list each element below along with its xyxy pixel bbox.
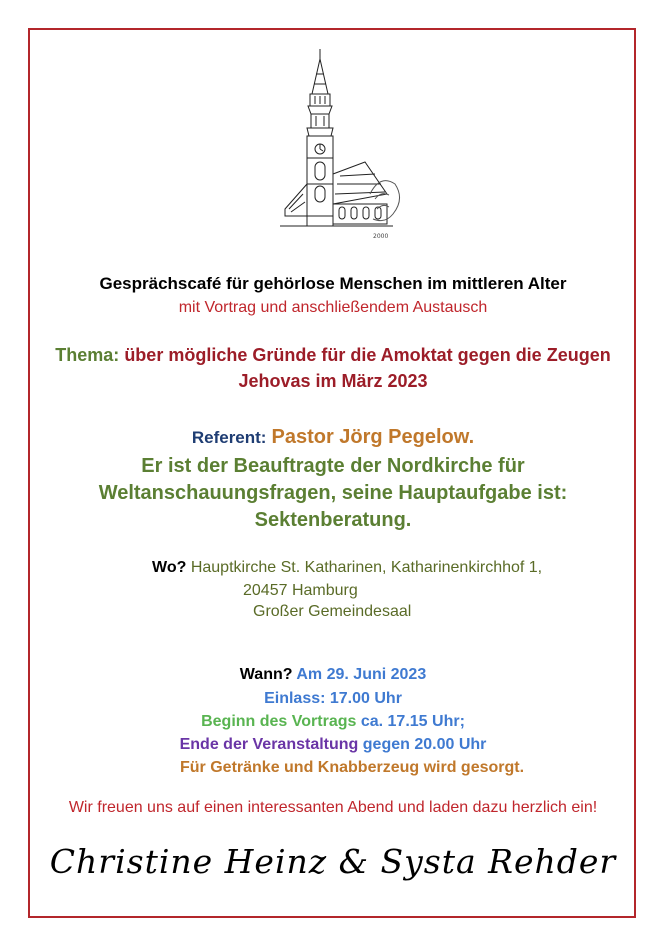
date-value: Am 29. Juni 2023 [296, 666, 427, 683]
referent-desc-1: Er ist der Beauftragte der Nordkirche für [141, 455, 525, 477]
closing-text: Wir freuen uns auf einen interessanten Abend und laden dazu herzlich ein! [68, 799, 598, 816]
thema-line-1 [0, 345, 666, 366]
location-line-1 [152, 559, 542, 577]
church-illustration [265, 44, 405, 244]
referent-name: Pastor Jörg Pegelow. [271, 426, 475, 448]
referent-label: Referent: [191, 428, 267, 447]
thema-text-1: über mögliche Gründe für die Amoktat gegen die Zeugen [124, 345, 611, 365]
date-line [0, 666, 666, 684]
date-label: Wann? [239, 666, 293, 683]
thema-text-2: Jehovas im März 2023 [238, 371, 428, 391]
beginn-time: ca. 17.15 Uhr; [360, 713, 465, 730]
location-city: 20457 Hamburg [243, 582, 358, 599]
beginn-label: Beginn des Vortrags [201, 713, 357, 730]
event-subtitle: mit Vortrag und anschließendem Austausch [178, 299, 488, 316]
referent-desc-2: Weltanschauungsfragen, seine Hauptaufgabe ist: [98, 482, 568, 504]
signature: Christine Heinz & Systa Rehder [49, 842, 617, 881]
location-address: Hauptkirche St. Katharinen, Katharinenkirchhof 1, [190, 559, 543, 576]
ende-line [0, 736, 666, 754]
referent-desc-3: Sektenberatung. [254, 509, 412, 531]
einlass-time: Einlass: 17.00 Uhr [264, 690, 402, 707]
ende-label: Ende der Veranstaltung [179, 736, 359, 753]
location-room: Großer Gemeindesaal [253, 603, 412, 620]
beginn-line [0, 713, 666, 731]
referent-line [0, 426, 666, 449]
location-label: Wo? [152, 559, 187, 576]
ende-time: gegen 20.00 Uhr [362, 736, 487, 753]
thema-label: Thema: [55, 345, 120, 365]
snacks-note: Für Getränke und Knabberzeug wird gesorgt. [180, 759, 525, 776]
svg-text:2000: 2000 [373, 233, 389, 240]
event-title: Gesprächscafé für gehörlose Menschen im mittleren Alter [99, 274, 567, 293]
